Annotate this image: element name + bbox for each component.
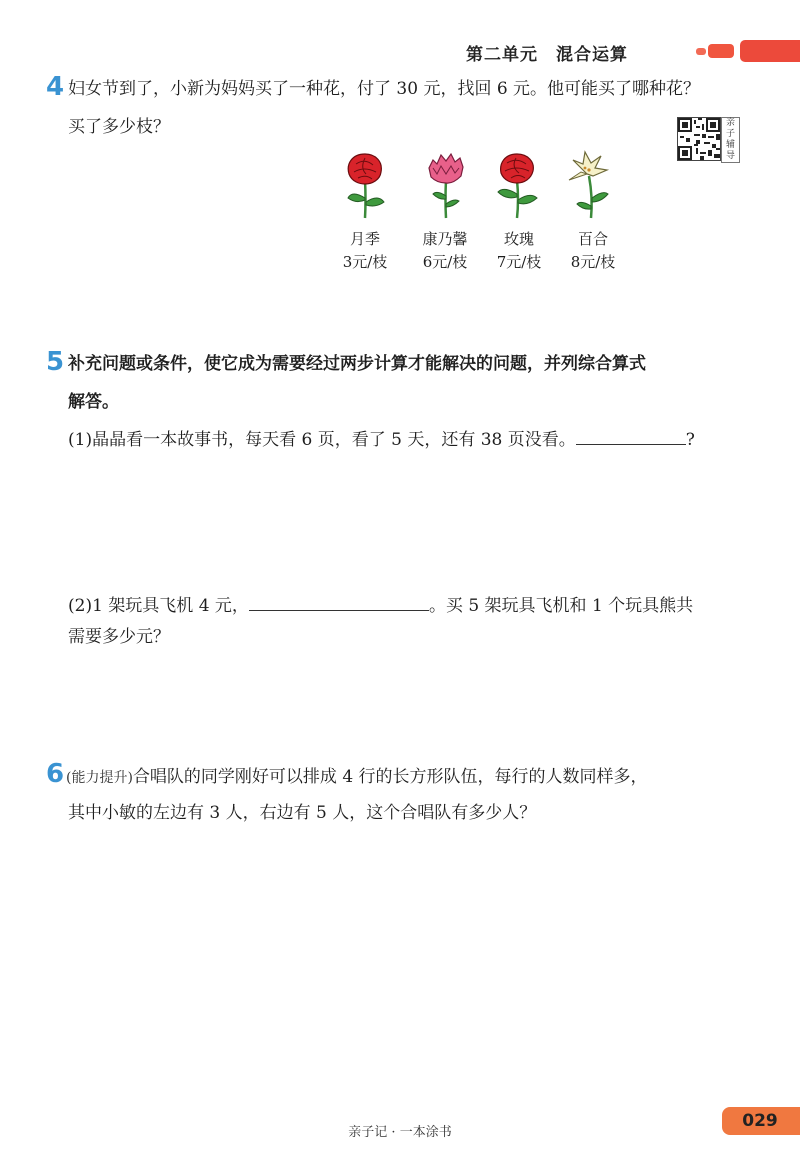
- question-line: [66, 766, 648, 789]
- flower-rose-2-icon: [492, 150, 542, 220]
- question-text: 合唱队的同学刚好可以排成 4 行的长方形队伍，每行的人数同样多，: [132, 767, 648, 787]
- question-text: 买了多少枝？: [68, 117, 170, 137]
- ability-tag: (能力提升): [66, 770, 133, 786]
- qr-label: 亲子辅导: [721, 117, 740, 163]
- flower-price: 3元/枝: [342, 253, 388, 271]
- header-decoration: [708, 44, 734, 58]
- unit-label: 第二单元: [466, 45, 538, 65]
- question-number: 6: [46, 759, 65, 789]
- question-text: 妇女节到了，小新为妈妈买了一种花，付了 30 元，找回 6 元。他可能买了哪种花？: [68, 79, 701, 99]
- flower-price: 7元/枝: [496, 253, 542, 271]
- subquestion-1: [68, 428, 695, 451]
- subquestion-text: 需要多少元？: [68, 627, 170, 647]
- subquestion-text: 。买 5 架玩具飞机和 1 个玩具熊共: [428, 596, 694, 616]
- question-number: 4: [46, 72, 65, 102]
- subquestion-end: ?: [685, 430, 695, 450]
- subquestion-text: (1)晶晶看一本故事书，每天看 6 页，看了 5 天，还有 38 页没看。: [68, 430, 576, 450]
- answer-blank[interactable]: [576, 428, 686, 445]
- flower-lily-icon: [563, 150, 613, 220]
- flower-name: 百合: [577, 230, 608, 248]
- question-number: 5: [46, 347, 65, 377]
- footer-brand: 亲子记 · 一本涂书: [348, 1125, 452, 1140]
- question-text: 补充问题或条件，使它成为需要经过两步计算才能解决的问题，并列综合算式: [68, 354, 646, 374]
- flower-price: 8元/枝: [570, 253, 616, 271]
- flower-name: 康乃馨: [422, 230, 468, 248]
- subquestion-text: (2)1 架玩具飞机 4 元，: [68, 596, 249, 616]
- flower-name: 玫瑰: [503, 230, 534, 248]
- subquestion-2: [68, 594, 693, 617]
- question-text: 解答。: [68, 392, 119, 412]
- header-decoration: [696, 48, 706, 55]
- unit-header: [466, 40, 628, 65]
- question-text: 其中小敏的左边有 3 人，右边有 5 人，这个合唱队有多少人？: [68, 803, 537, 823]
- unit-topic: 混合运算: [556, 45, 628, 65]
- page-number: 029: [742, 1111, 778, 1131]
- flower-rose-1-icon: [340, 150, 390, 220]
- answer-blank[interactable]: [249, 594, 429, 611]
- flower-name: 月季: [349, 230, 380, 248]
- flower-price: 6元/枝: [422, 253, 468, 271]
- qr-code-icon[interactable]: [677, 117, 721, 161]
- flower-carnation-icon: [421, 150, 471, 220]
- header-decoration: [740, 40, 800, 62]
